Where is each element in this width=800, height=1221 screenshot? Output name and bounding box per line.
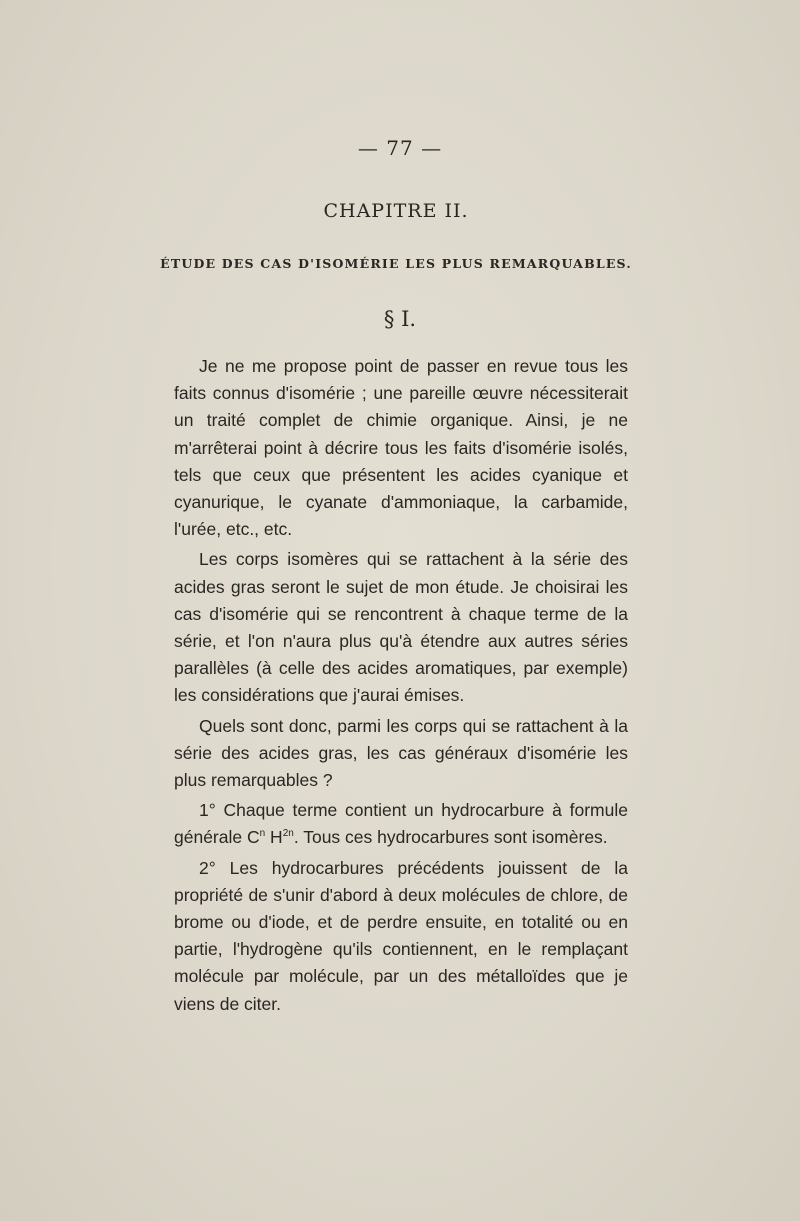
body-text (174, 353, 628, 1021)
formula-text-after: . Tous ces hydrocarbures sont isomères. (293, 827, 608, 848)
formula-exponent-2n: 2n (282, 828, 294, 840)
page-number: — 77 — (357, 136, 443, 160)
formula-text-before: 1° Chaque terme contient un hydrocarbure à formule générale C (174, 800, 628, 848)
formula-text-middle: H (265, 827, 283, 848)
paragraph-1: Je ne me propose point de passer en revue tous les faits connus d'isomérie ; une pareille œuvre nécessiterait un traité complet de chimie organique. Ainsi, je ne m'arrêterai point à décrire tous les faits d'isomérie isolés, tels que ceux que présentent les acides cyanique et cyanurique, le cyanate d'ammoniaque, la carbamide, l'urée, etc., etc. (174, 356, 628, 540)
paragraph-2: Les corps isomères qui se rattachent à la série des acides gras seront le sujet de mon étude. Je choisirai les cas d'isomérie qui se rencontrent à chaque terme de la série, et l'on n'aura plus qu'à étendre aux autres séries parallèles (à celle des acides aromatiques, par exemple) les considérations que j'aurai émises. (174, 549, 628, 706)
paragraph-formula (174, 797, 628, 851)
chapter-subtitle: ÉTUDE DES CAS D'ISOMÉRIE LES PLUS REMARQUABLES. (160, 256, 632, 271)
section-heading: § I. (383, 307, 417, 331)
chapter-title: CHAPITRE II. (323, 200, 469, 222)
formula-exponent-n: n (259, 828, 266, 840)
paragraph-3: Quels sont donc, parmi les corps qui se rattachent à la série des acides gras, les cas généraux d'isomérie les plus remarquables ? (174, 715, 628, 791)
paragraph-5: 2° Les hydrocarbures précédents jouissent de la propriété de s'unir d'abord à deux molécules de chlore, de brome ou d'iode, et de perdre ensuite, en totalité ou en partie, l'hydrogène qu'ils contiennent, en le remplaçant molécule par molécule, par un des métalloïdes que je viens de citer. (174, 857, 628, 1014)
